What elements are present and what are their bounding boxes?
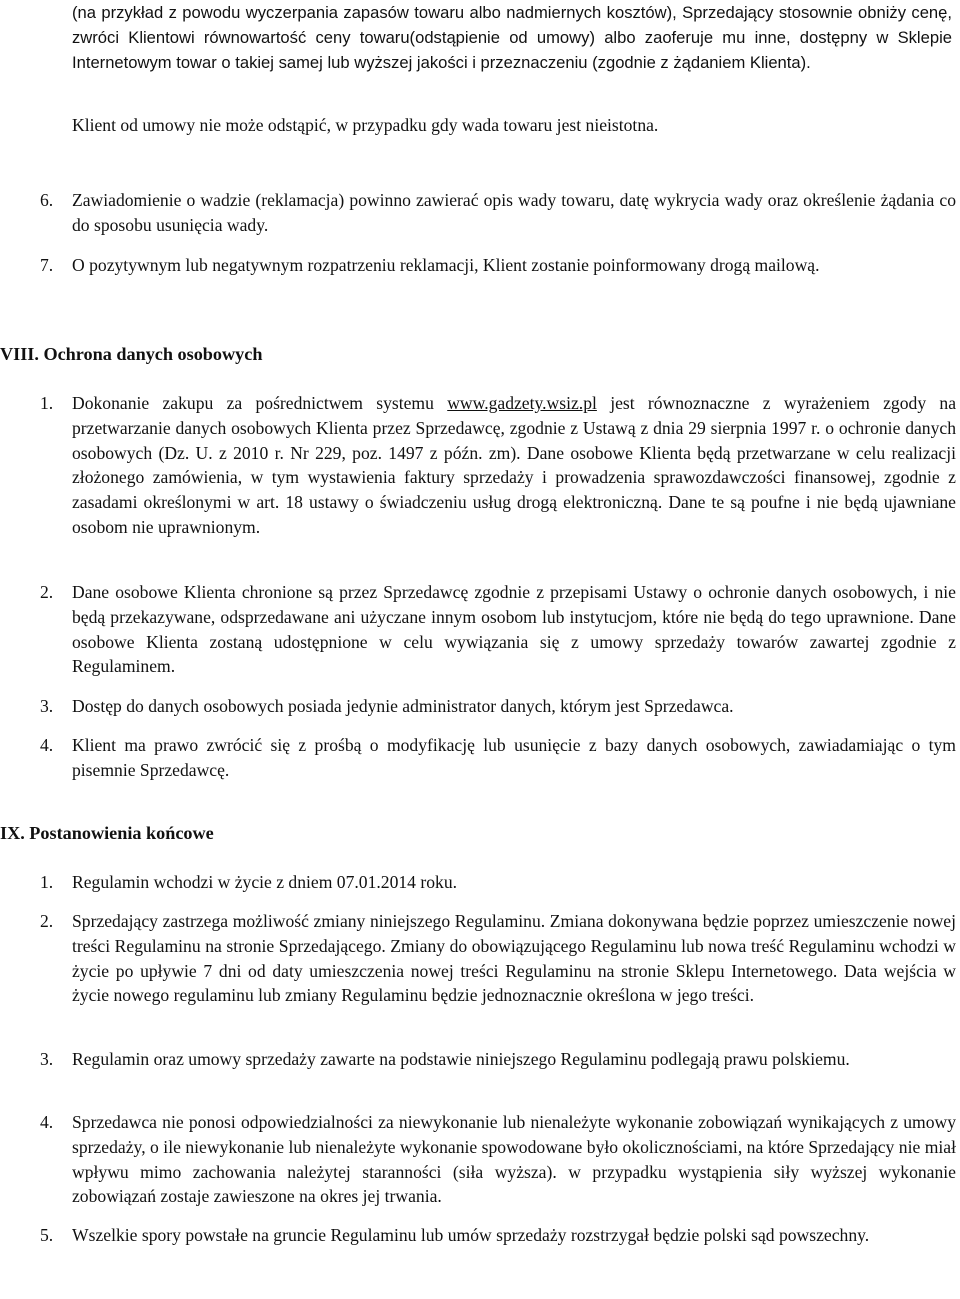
continuation-paragraph: (na przykład z powodu wyczerpania zapasów towaru albo nadmiernych kosztów), Sprzedający stosownie obniży cenę, zwróci Klientowi równowartość ceny towaru(odstąpienie od umowy) albo zaoferuje mu inne, dostępny w Sklepie Internetowym towar o takiej samej lub wyższej jakości i przeznaczeniu (zgodnie z żądaniem Klienta). xyxy=(72,3,952,72)
list-item-number: 2. xyxy=(40,911,54,931)
no-withdrawal-paragraph: Klient od umowy nie może odstąpić, w przypadku gdy wada towaru jest nieistotna. xyxy=(72,115,659,135)
list-item-text: Regulamin wchodzi w życie z dniem 07.01.2014 roku. xyxy=(72,872,458,892)
list-item-number: 6. xyxy=(40,190,54,210)
list-item-text: Sprzedający zastrzega możliwość zmiany niniejszego Regulaminu. Zmiana dokonywana będzie poprzez umieszczenie nowej treści Regulaminu na stronie Sprzedającego. Zmiany do obowiązującego Regulaminu lub nowa treść Regulaminu wchodzi w życie po upływie 7 dni od daty umieszczenia nowej treści Regulaminu na stronie Sklepu Internetowego. Data wejścia w życie nowego regulaminu lub zmiany Regulaminu będzie jednoznacznie określona w jego treści. xyxy=(72,911,956,1006)
list-item-number: 3. xyxy=(40,696,54,716)
item-rest-text: jest równoznaczne z wyrażeniem zgody na przetwarzanie danych osobowych Klienta przez Sprzedawcę, zgodnie z Ustawą z dnia 29 sierpnia 1997 r. o ochronie danych osobowych (Dz. U. z 2010 r. Nr 229, poz. 1497 z późn. zm). Dane osobowe Klienta będą przetwarzane w celu realizacji złożonego zamówienia, w tym wystawienia faktury sprzedaży i prowadzenia sprawozdawczości finansowej, zgodnie z zasadami określonymi w art. 18 ustawy o świadczeniu usług drogą elektroniczną. Dane te są poufne i nie będą ujawniane osobom nie uprawnionym. xyxy=(72,393,957,537)
list-item-text: Regulamin oraz umowy sprzedaży zawarte na podstawie niniejszego Regulaminu podlegają prawu polskiemu. xyxy=(72,1049,850,1069)
list-item-text: Zawiadomienie o wadzie (reklamacja) powinno zawierać opis wady towaru, datę wykrycia wady oraz określenie żądania co do sposobu usunięcia wady. xyxy=(72,190,956,235)
list-item-text: Klient ma prawo zwrócić się z prośbą o modyfikację lub usunięcie z bazy danych osobowych, zawiadamiając o tym pisemnie Sprzedawcę. xyxy=(72,735,956,780)
list-item-number: 4. xyxy=(40,735,54,755)
list-item-text xyxy=(72,391,956,540)
section-heading-viii: VIII. Ochrona danych osobowych xyxy=(0,344,263,364)
shop-website-link[interactable]: www.gadzety.wsiz.pl xyxy=(447,393,597,413)
list-item-text: Dostęp do danych osobowych posiada jedynie administrator danych, którym jest Sprzedawca. xyxy=(72,696,734,716)
list-item-number: 5. xyxy=(40,1225,54,1245)
list-item-number: 2. xyxy=(40,582,54,602)
list-item-number: 3. xyxy=(40,1049,54,1069)
list-item-text: Sprzedawca nie ponosi odpowiedzialności za niewykonanie lub nienależyte wykonanie zobowiązań wynikających z umowy sprzedaży, o ile niewykonanie lub nienależyte wykonanie spowodowane było okolicznościami, na które Sprzedający nie miał wpływu mimo zachowania należytej staranności (siła wyższa). w przypadku wystąpienia siły wyższej wykonanie zobowiązań zostaje zawieszone na okres jej trwania. xyxy=(72,1112,956,1207)
section-heading-ix: IX. Postanowienia końcowe xyxy=(0,823,214,843)
list-item-text: Wszelkie spory powstałe na gruncie Regulaminu lub umów sprzedaży rozstrzygał będzie polski sąd powszechny. xyxy=(72,1225,870,1245)
list-item-number: 1. xyxy=(40,393,54,413)
list-item-number: 1. xyxy=(40,872,54,892)
list-item-number: 4. xyxy=(40,1112,54,1132)
list-item-number: 7. xyxy=(40,255,54,275)
item-lead-text: Dokonanie zakupu za pośrednictwem systemu xyxy=(72,393,434,413)
list-item-text: Dane osobowe Klienta chronione są przez Sprzedawcę zgodnie z przepisami Ustawy o ochronie danych osobowych, i nie będą przekazywane, odsprzedawane ani użyczane innym osobom lub instytucjom, które nie będą do tego uprawnione. Dane osobowe Klienta zostaną udostępnione w celu wywiązania się z umowy sprzedaży towarów zawartej zgodnie z Regulaminem. xyxy=(72,582,956,677)
list-item-text: O pozytywnym lub negatywnym rozpatrzeniu reklamacji, Klient zostanie poinformowany drogą mailową. xyxy=(72,255,820,275)
